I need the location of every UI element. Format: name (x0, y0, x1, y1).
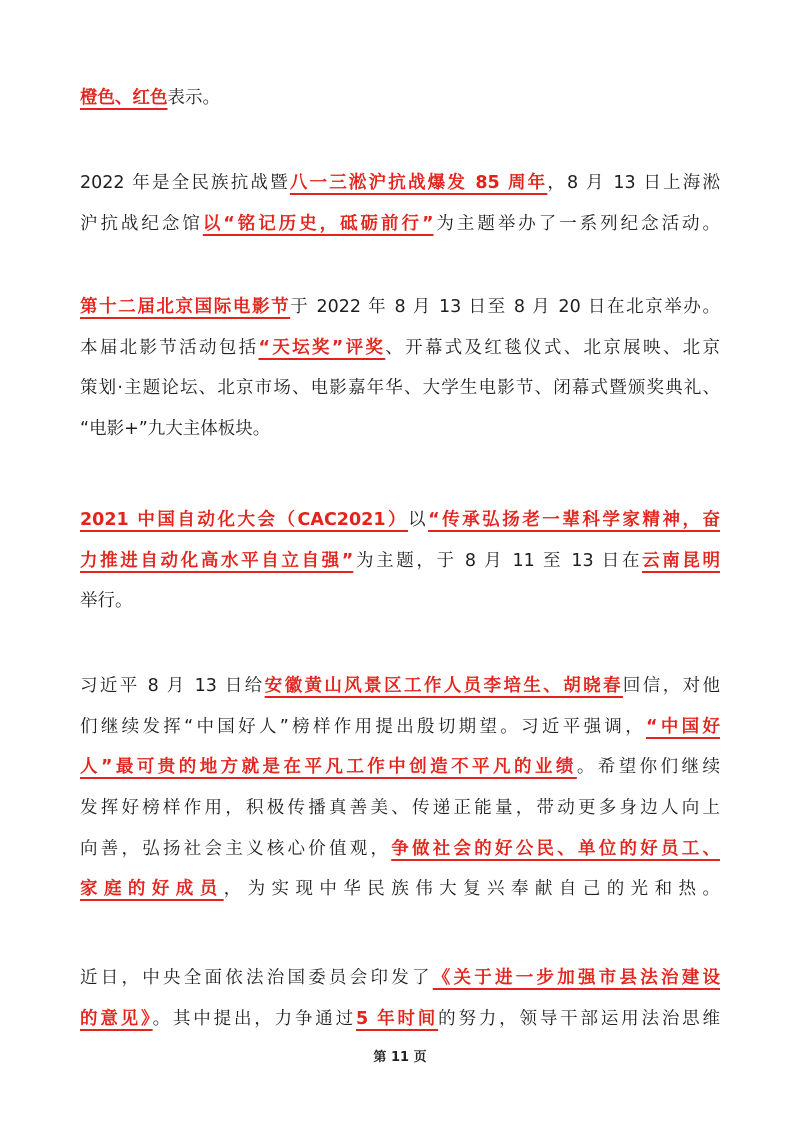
highlighted-text: 橙色、红色 (80, 88, 168, 108)
body-text: 。其中提出，力争通过 (152, 1008, 356, 1029)
text-line (80, 409, 720, 450)
highlighted-text: 争做社会的好公民、单位的好员工、 (391, 838, 720, 859)
highlighted-text: “传承弘扬老一辈科学家精神，奋 (428, 510, 720, 530)
paragraph-beijing-film-festival (80, 287, 720, 450)
body-text: 本届北影节活动包括 (80, 337, 259, 358)
body-text: 于 2022 年 8 月 13 日至 8 月 20 日在北京举办。 (290, 297, 720, 317)
body-text: 策划·主题论坛、北京市场、电影嘉年华、大学生电影节、闭幕式暨颁奖典礼、 (80, 378, 720, 399)
paragraph-reply-letter (80, 666, 720, 910)
highlighted-text: 安徽黄山风景区工作人员李培生、胡晓春 (264, 676, 623, 696)
highlighted-text: “天坛奖”评奖 (258, 337, 386, 358)
body-text: 为主题举办了一系列纪念活动。 (433, 213, 720, 234)
body-text: ，为实现中华民族伟大复兴奉献自己的光和热。 (223, 879, 720, 900)
paragraph-color-legend (80, 78, 720, 119)
highlighted-text: 5 年时间 (356, 1008, 439, 1029)
text-line (80, 707, 720, 748)
highlighted-text: 第十二届北京国际电影节 (80, 297, 291, 317)
text-line (80, 368, 720, 409)
text-line (80, 78, 720, 119)
text-line (80, 541, 720, 582)
body-text: “电影+”九大主体板块。 (80, 419, 271, 440)
highlighted-text: 《关于进一步加强市县法治建设 (432, 968, 720, 988)
text-line (80, 204, 720, 245)
text-line (80, 287, 720, 328)
body-text: 沪抗战纪念馆 (80, 213, 203, 234)
body-text: 近日，中央全面依法治国委员会印发了 (80, 968, 433, 988)
highlighted-text: “中国好 (646, 716, 720, 737)
body-text: 向善，弘扬社会主义核心价值观， (80, 838, 392, 859)
text-line (80, 999, 720, 1040)
highlighted-text: 云南昆明 (642, 550, 720, 571)
body-text: 。希望你们继续 (576, 757, 720, 778)
body-text: ，8 月 13 日上海淞 (547, 173, 720, 193)
highlighted-text: 力推进自动化高水平自立自强” (80, 550, 354, 571)
body-text: 表示。 (167, 88, 220, 108)
body-text: 举行。 (80, 591, 133, 612)
highlighted-text: 2021 中国自动化大会（CAC2021） (80, 510, 409, 530)
paragraph-automation-conference (80, 500, 720, 622)
page-number: 第 11 页 (373, 1050, 427, 1065)
text-line (80, 958, 720, 999)
body-text: 为主题，于 8 月 11 至 13 日在 (353, 550, 643, 571)
body-text: 发挥好榜样作用，积极传播真善美、传递正能量，带动更多身边人向上 (80, 798, 720, 819)
text-line (80, 788, 720, 829)
text-line (80, 666, 720, 707)
body-text: 回信，对他 (622, 676, 720, 696)
text-line (80, 328, 720, 369)
text-line (80, 500, 720, 541)
paragraph-rule-of-law-opinion (80, 958, 720, 1039)
body-text: 习近平 8 月 13 日给 (80, 676, 265, 696)
body-text: 2022 年是全民族抗战暨 (80, 173, 290, 193)
highlighted-text: 家庭的好成员 (80, 879, 224, 900)
body-text: 以 (408, 510, 429, 530)
body-text: 、开幕式及红毯仪式、北京展映、北京 (385, 337, 720, 358)
text-line (80, 869, 720, 910)
text-line (80, 747, 720, 788)
text-line (80, 163, 720, 204)
highlighted-text: 的意见》 (80, 1008, 153, 1029)
body-text: 们继续发挥“中国好人”榜样作用提出殷切期望。习近平强调， (80, 716, 647, 737)
highlighted-text: 八一三淞沪抗战爆发 85 周年 (289, 173, 548, 193)
paragraph-songhu-anniversary (80, 163, 720, 244)
body-text: 的努力，领导干部运用法治思维 (438, 1008, 720, 1029)
text-line (80, 581, 720, 622)
highlighted-text: 以“铭记历史，砥砺前行” (202, 213, 434, 234)
text-line (80, 829, 720, 870)
highlighted-text: 人”最可贵的地方就是在平凡工作中创造不平凡的业绩 (80, 757, 577, 778)
